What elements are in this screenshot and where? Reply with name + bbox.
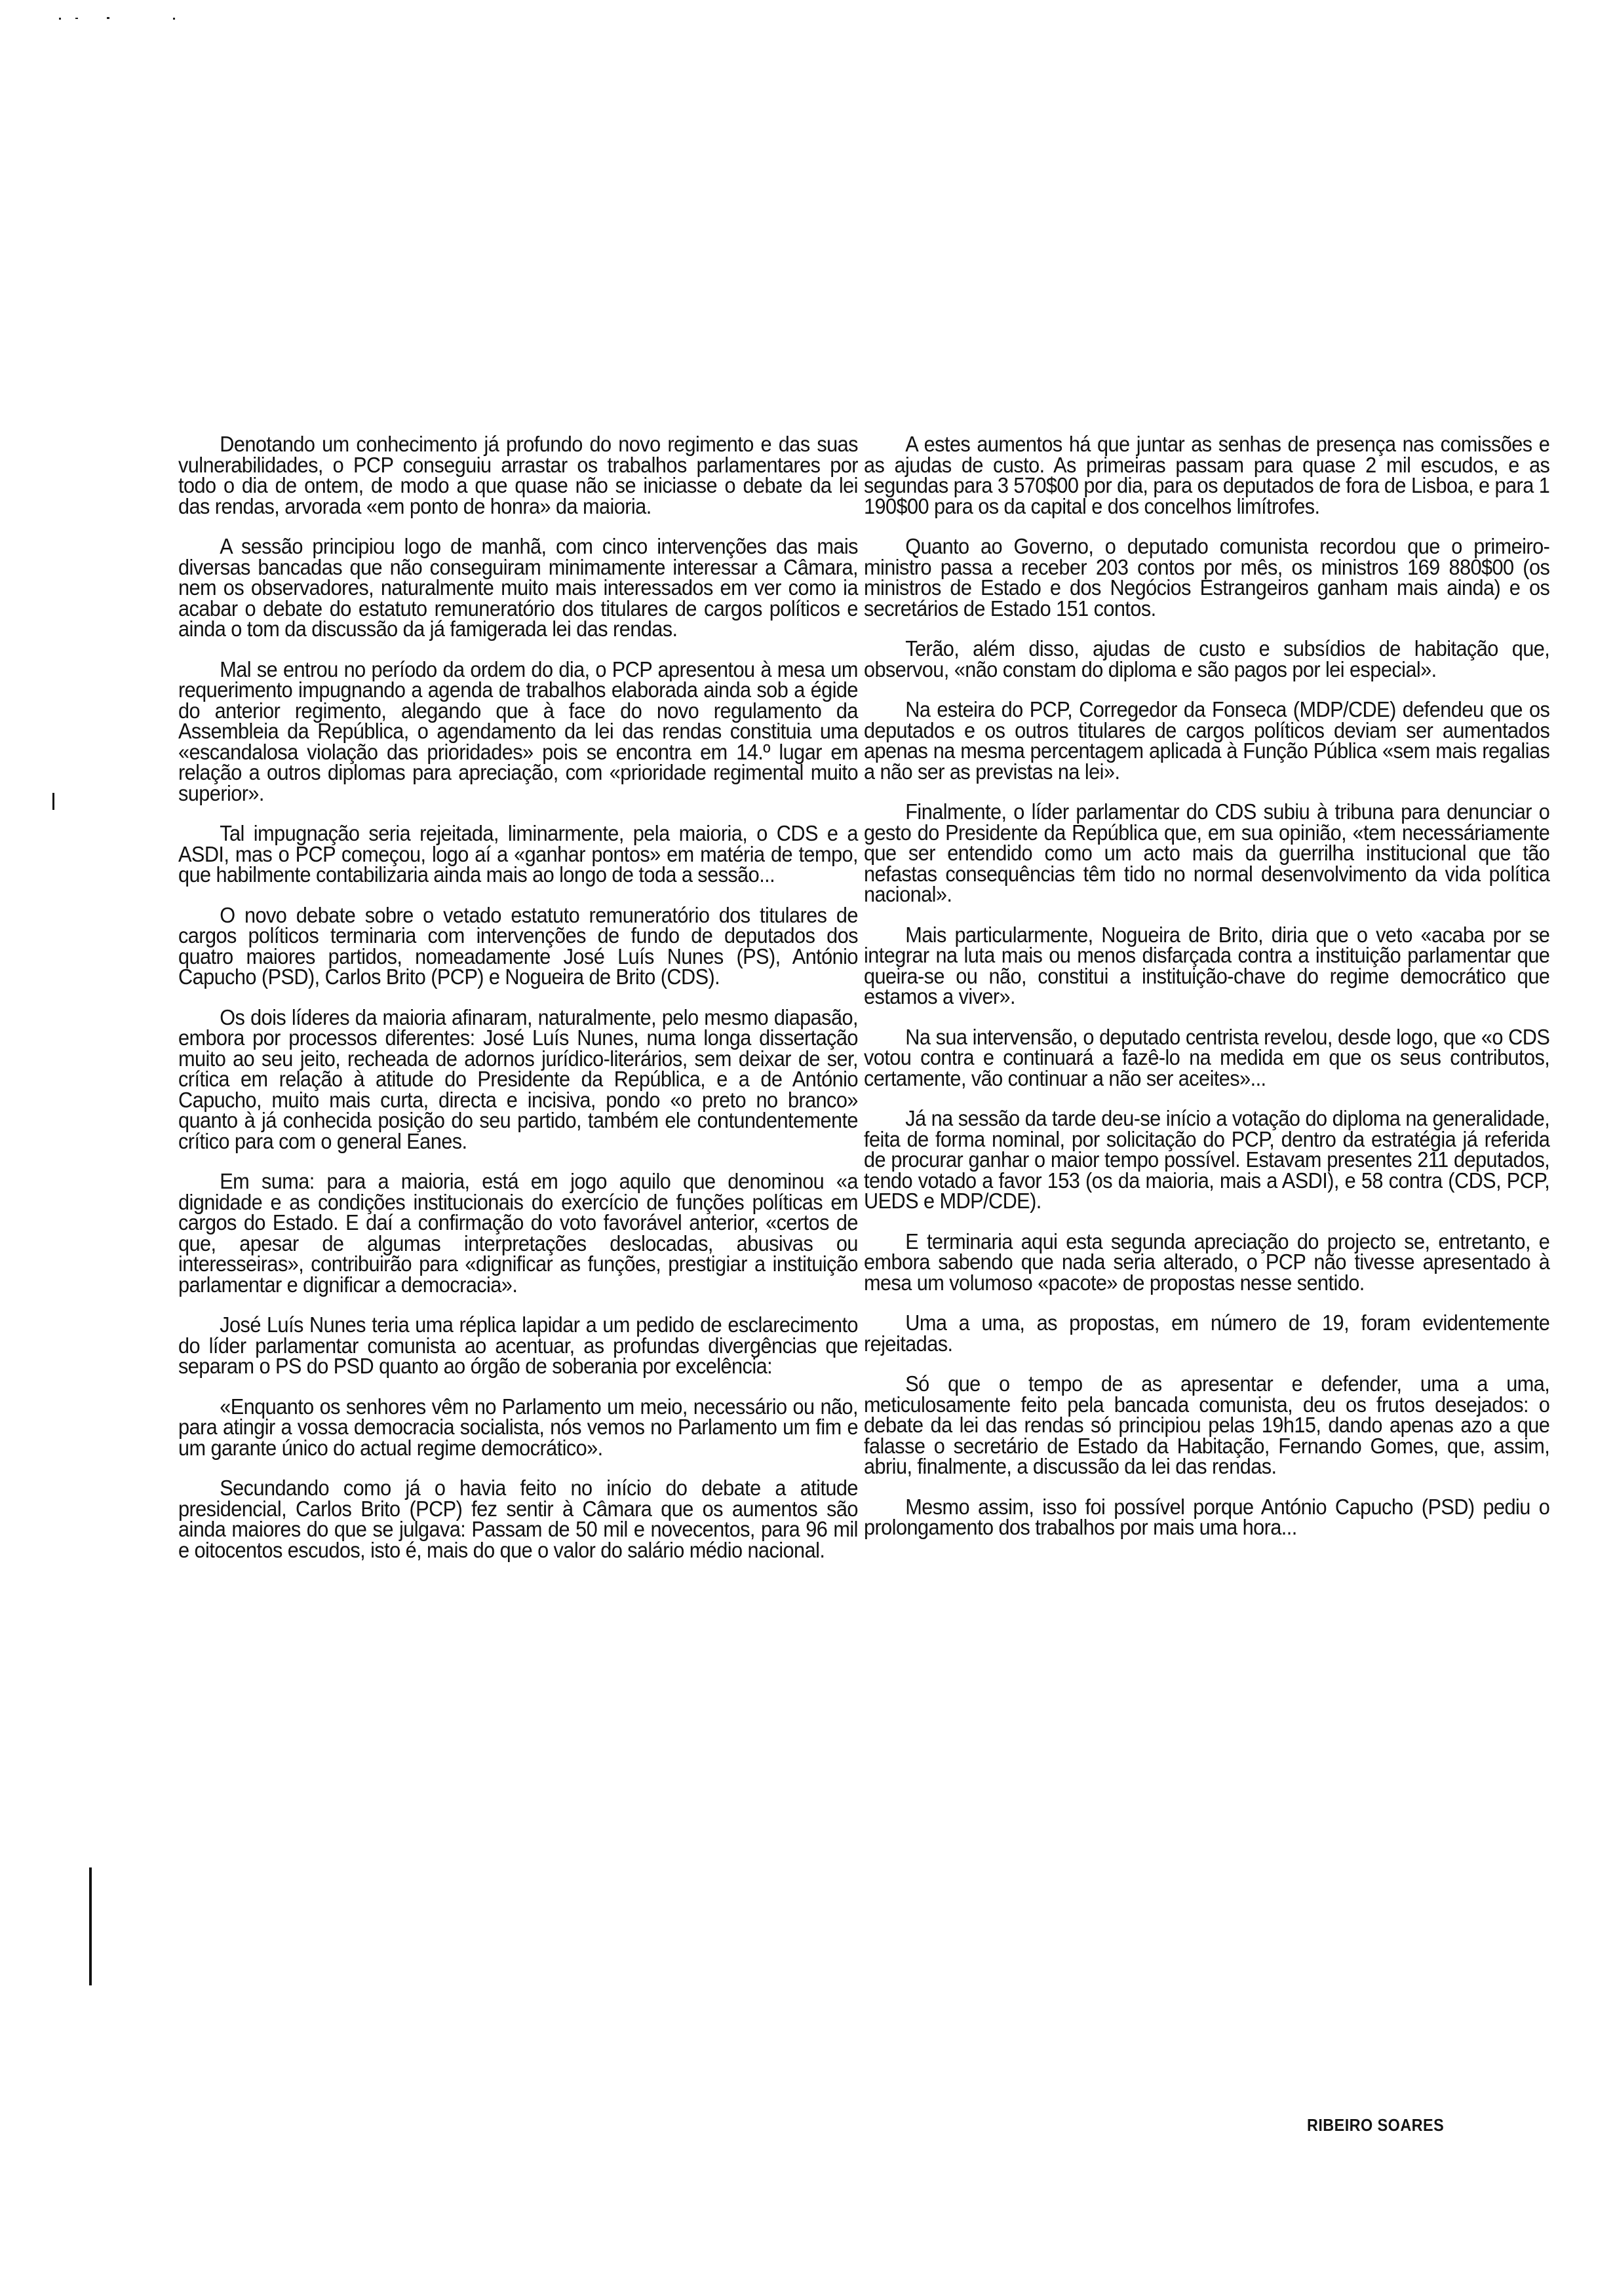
paragraph: Quanto ao Governo, o deputado comunista recordou que o primeiro-ministro passa a receber 203 contos por mês, os ministros 169 880$00 (os ministros de Estado e dos Negócios Estrangeiros ganham mais ainda) e os secretários de Estado 151 contos.	[864, 534, 1550, 621]
scan-speck	[107, 17, 109, 19]
author-byline: RIBEIRO SOARES	[1307, 2115, 1445, 2135]
paragraph: Terão, além disso, ajudas de custo e subsídios de habitação que, observou, «não constam do diploma e são pagos por lei especial».	[864, 636, 1550, 681]
margin-mark	[52, 793, 54, 810]
paragraph: Mal se entrou no período da ordem do dia, o PCP apresentou à mesa um requerimento impugnando a agenda de trabalhos elaborada ainda sob a égide do anterior regimento, alegando que à face do novo regulamento da Assembleia da República, o agendamento da lei das rendas constituia uma «escandalosa violação das prioridades» pois se encontra em 14.º lugar em relação a outros diplomas para apreciação, com «prioridade regimental muito superior».	[178, 657, 858, 805]
paragraph: E terminaria aqui esta segunda apreciação do projecto se, entretanto, e embora sabendo que nada seria alterado, o PCP não tivesse apresentado à mesa um volumoso «pacote» de propostas nesse sentido.	[864, 1229, 1550, 1295]
paragraph: Em suma: para a maioria, está em jogo aquilo que denominou «a dignidade e as condições institucionais do exercício de funções políticas em cargos do Estado. E daí a confirmação do voto favorável anterior, «certos de que, apesar de algumas interpretações deslocadas, abusivas ou interesseiras», contribuirão para «dignificar as funções, prestigiar a instituição parlamentar e dignificar a democracia».	[178, 1169, 858, 1297]
paragraph: Os dois líderes da maioria afinaram, naturalmente, pelo mesmo diapasão, embora por processos diferentes: José Luís Nunes, numa longa dissertação muito ao seu jeito, recheada de adornos jurídico-literários, sem deixar de ser, crítica em relação à atitude do Presidente da República, e a de António Capucho, muito mais curta, directa e incisiva, pondo «o preto no branco» quanto à já conhecida posição do seu partido, também ele contundentemente crítico para com o general Eanes.	[178, 1004, 858, 1153]
paragraph: Finalmente, o líder parlamentar do CDS subiu à tribuna para denunciar o gesto do Presidente da República que, em sua opinião, «tem necessáriamente que ser entendido como um acto mais da guerrilha institucional que tão nefastas consequências têm tido no normal desenvolvimento da vida política nacional».	[864, 799, 1550, 906]
paragraph: A estes aumentos há que juntar as senhas de presença nas comissões e as ajudas de custo. As primeiras passam para quase 2 mil escudos, e as segundas para 3 570$00 por dia, para os deputados de fora de Lisboa, e para 1 190$00 para os da capital e dos concelhos limítrofes.	[864, 432, 1550, 518]
paragraph: O novo debate sobre o vetado estatuto remuneratório dos titulares de cargos políticos terminaria com intervenções de fundo de deputados dos quatro maiores partidos, nomeadamente José Luís Nunes (PS), António Capucho (PSD), Carlos Brito (PCP) e Nogueira de Brito (CDS).	[178, 902, 858, 989]
paragraph: Mesmo assim, isso foi possível porque António Capucho (PSD) pediu o prolongamento dos trabalhos por mais uma hora...	[864, 1494, 1550, 1539]
margin-mark	[89, 1867, 92, 1985]
paragraph: Denotando um conhecimento já profundo do novo regimento e das suas vulnerabilidades, o PCP conseguiu arrastar os trabalhos parlamentares por todo o dia de ontem, de modo a que quase não se iniciasse o debate da lei das rendas, arvorada «em ponto de honra» da maioria.	[178, 432, 858, 518]
paragraph: José Luís Nunes teria uma réplica lapidar a um pedido de esclarecimento do líder parlamentar comunista ao acentuar, as profundas divergências que separam o PS do PSD quanto ao órgão de soberania por excelência:	[178, 1312, 858, 1378]
paragraph: Só que o tempo de as apresentar e defender, uma a uma, meticulosamente feito pela bancada comunista, deu os frutos desejados: o debate da lei das rendas só principiou pelas 19h15, dando apenas azo a que falasse o secretário de Estado da Habitação, Fernando Gomes, que, assim, abriu, finalmente, a discussão da lei das rendas.	[864, 1371, 1550, 1478]
block-quote: «Enquanto os senhores vêm no Parlamento um meio, necessário ou não, para atingir a vossa democracia socialista, nós vemos no Parlamento um fim e um garante único do actual regime democrático».	[178, 1394, 858, 1460]
scan-speck	[75, 18, 78, 19]
left-column	[178, 434, 858, 1580]
paragraph: Mais particularmente, Nogueira de Brito, diria que o veto «acaba por se integrar na luta mais ou menos disfarçada contra a instituição parlamentar que queira-se ou não, constitui a instituição-chave do regime democrático que estamos a viver».	[864, 922, 1550, 1008]
paragraph: A sessão principiou logo de manhã, com cinco intervenções das mais diversas bancadas que não conseguiram minimamente interessar a Câmara, nem os observadores, naturalmente muito mais interessados em ver como ia acabar o debate do estatuto remuneratório dos titulares de cargos políticos e ainda o tom da discussão da já famigerada lei das rendas.	[178, 534, 858, 641]
paragraph: Já na sessão da tarde deu-se início a votação do diploma na generalidade, feita de forma nominal, por solicitação do PCP, dentro da estratégia já referida de procurar ganhar o maior tempo possível. Estavam presentes 211 deputados, tendo votado a favor 153 (os da maioria, mais a ASDI), e 58 contra (CDS, PCP, UEDS e MDP/CDE).	[864, 1106, 1550, 1213]
paragraph: Secundando como já o havia feito no início do debate a atitude presidencial, Carlos Brito (PCP) fez sentir à Câmara que os aumentos são ainda maiores do que se julgava: Passam de 50 mil e novecentos, para 96 mil e oitocentos escudos, isto é, mais do que o valor do salário médio nacional.	[178, 1476, 858, 1562]
paragraph: Uma a uma, as propostas, em número de 19, foram evidentemente rejeitadas.	[864, 1311, 1550, 1356]
paragraph: Na sua intervensão, o deputado centrista revelou, desde logo, que «o CDS votou contra e continuará a fazê-lo na medida em que os seus contributos, certamente, vão continuar a não ser aceites»...	[864, 1024, 1550, 1090]
scan-speck	[173, 18, 175, 20]
paragraph: Na esteira do PCP, Corregedor da Fonseca (MDP/CDE) defendeu que os deputados e os outros titulares de cargos políticos deviam ser aumentados apenas na mesma percentagem aplicada à Função Pública «sem mais regalias a não ser as previstas na lei».	[864, 697, 1550, 784]
paragraph: Tal impugnação seria rejeitada, liminarmente, pela maioria, o CDS e a ASDI, mas o PCP começou, logo aí a «ganhar pontos» em matéria de tempo, que habilmente contabilizaria ainda mais ao longo de toda a sessão...	[178, 821, 858, 887]
right-column	[864, 434, 1549, 1558]
scan-speck	[59, 18, 61, 20]
